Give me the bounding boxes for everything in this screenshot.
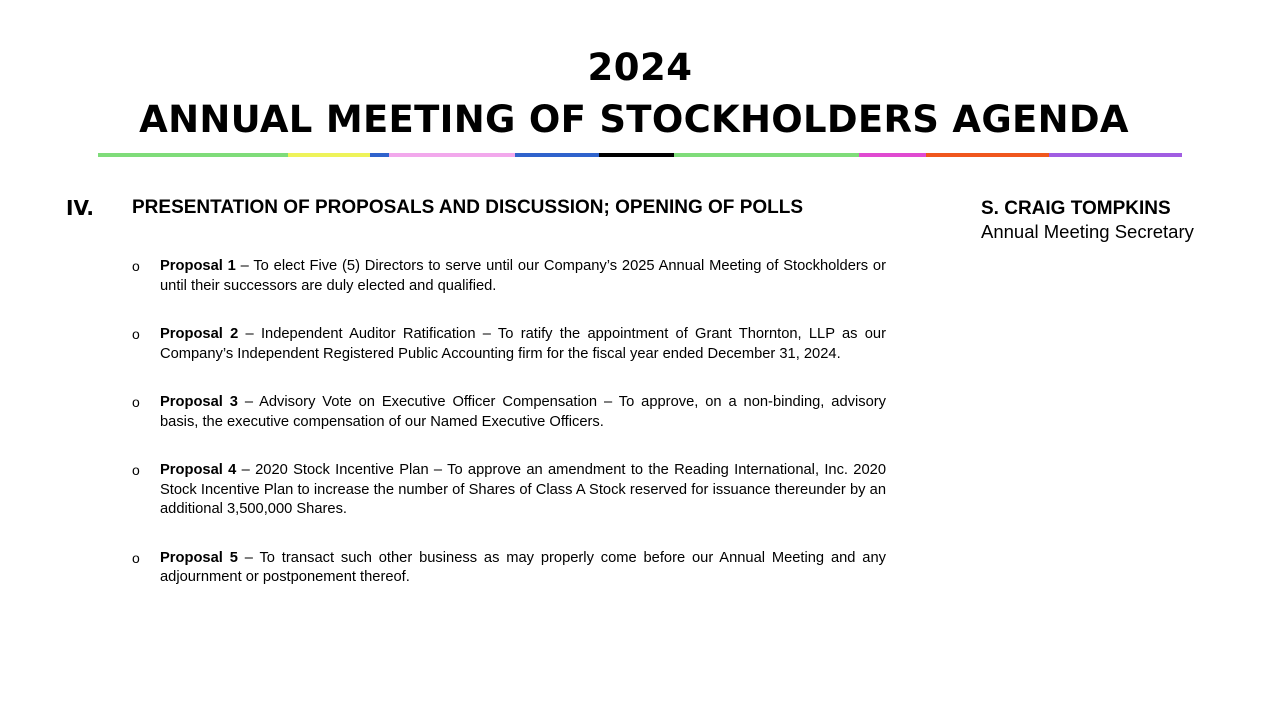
proposal-name: Proposal 2 [160,326,239,342]
divider-segment [389,153,515,157]
proposal-description: – To transact such other business as may properly come before our Annual Meeting and any adjournment or postponement thereof. [160,549,886,585]
agenda-title: ANNUAL MEETING OF STOCKHOLDERS AGENDA [139,98,1129,141]
proposal-description: – 2020 Stock Incentive Plan – To approve an amendment to the Reading International, Inc. 2020 Stock Incentive Plan to increase the number of Shares of Class A Stock reserved for issuance thereunder by an additional 3,500,000 Shares. [160,462,886,517]
divider-segment [370,153,389,157]
proposal-name: Proposal 3 [160,394,238,410]
agenda-year: 2024 [587,46,693,89]
proposal-text [160,325,886,364]
section-number: IV. [66,196,94,220]
divider-segment [674,153,859,157]
bullet-icon: o [132,549,140,566]
bullet-icon: o [132,462,140,478]
proposal-text [160,257,886,296]
divider-segment [599,153,674,157]
proposal-text [160,461,886,520]
proposal-text [160,549,886,588]
proposal-text [160,393,886,432]
proposal-item [132,549,886,588]
bullet-icon: o [132,258,140,274]
proposal-item [132,461,886,520]
proposal-item [132,325,886,364]
divider-segment [288,153,370,157]
presenter-role: Annual Meeting Secretary [981,221,1194,242]
proposal-item [132,393,886,432]
proposal-description: – To elect Five (5) Directors to serve until our Company’s 2025 Annual Meeting of Stockholders or until their successors are duly elected and qualified. [160,258,886,294]
bullet-icon: o [132,394,140,410]
bullet-icon: o [132,326,140,342]
proposal-name: Proposal 5 [160,549,238,566]
color-divider [98,153,1182,157]
proposal-description: – Advisory Vote on Executive Officer Compensation – To approve, on a non-binding, advisory basis, the executive compensation of our Named Executive Officers. [160,394,886,430]
divider-segment [1049,153,1182,157]
divider-segment [515,153,599,157]
proposal-name: Proposal 1 [160,258,236,274]
presenter [981,197,1194,243]
section-title: PRESENTATION OF PROPOSALS AND DISCUSSION; OPENING OF POLLS [132,197,804,218]
proposal-name: Proposal 4 [160,462,237,478]
proposal-description: – Independent Auditor Ratification – To ratify the appointment of Grant Thornton, LLP as our Company’s Independent Registered Public Accounting firm for the fiscal year ended December 31, 2024. [160,326,886,362]
presenter-name: S. CRAIG TOMPKINS [981,198,1171,219]
proposal-item [132,257,886,296]
proposal-list [132,257,886,617]
divider-segment [98,153,288,157]
divider-segment [926,153,1049,157]
divider-segment [859,153,926,157]
